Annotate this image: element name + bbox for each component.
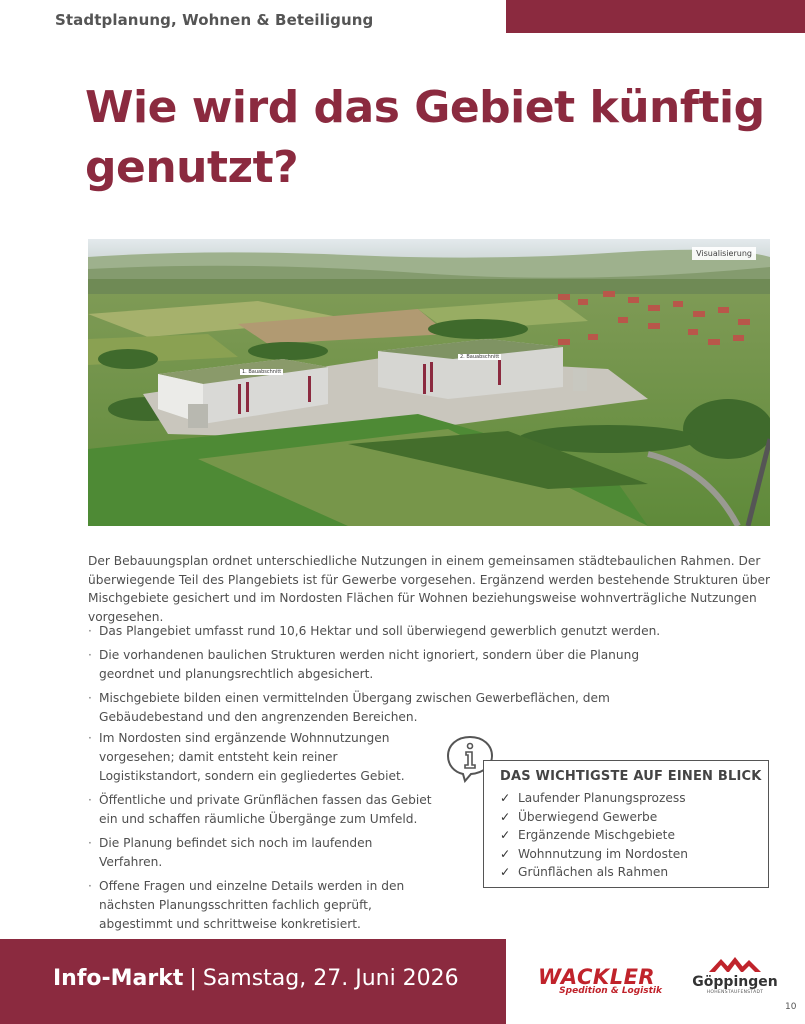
list-item: · Öffentliche und private Grünflächen fassen das Gebiet ein und schaffen räumliche Übergänge zum Umfeld. [88,791,433,829]
check-icon: ✓ [500,865,511,879]
bullet-list-wide [88,622,688,732]
wackler-logo-subtitle: Spedition & Logistik [559,986,662,996]
separator: | [189,966,197,991]
list-item: · Mischgebiete bilden einen vermittelnden Übergang zwischen Gewerbeflächen, dem Gebäudebestand und den angrenzenden Bereichen. [88,689,688,727]
city-logo-subtitle: HOHENSTAUFENSTADT [706,990,764,995]
bullet-list-narrow [88,729,433,939]
landscape-illustration [88,239,770,526]
page-number: 10 [785,1002,797,1012]
check-icon: ✓ [500,809,511,824]
aerial-visualization-image [88,239,770,526]
event-info [53,966,459,991]
check-icon: ✓ [500,791,511,805]
goeppingen-logo [690,956,780,995]
key-facts-list [500,789,688,882]
event-name: Info-Markt [53,966,184,991]
phase2-label: 2. Bauabschnitt [460,354,500,360]
visualization-tag: Visualisierung [692,247,756,260]
list-item: · Das Plangebiet umfasst rund 10,6 Hektar und soll überwiegend gewerblich genutzt werden. [88,622,688,641]
wackler-logo [538,966,668,996]
list-item: ✓ Grünflächen als Rahmen [500,863,688,882]
key-facts-heading: DAS WICHTIGSTE AUF EINEN BLICK [500,769,762,784]
check-icon: ✓ [500,846,511,861]
list-item: ✓ Wohnnutzung im Nordosten [500,845,688,864]
event-date: Samstag, 27. Juni 2026 [202,966,459,991]
section-label: Stadtplanung, Wohnen & Beteiligung [55,11,374,29]
wackler-logo-name: WACKLER [538,965,656,989]
list-item: · Offene Fragen und einzelne Details werden in den nächsten Planungsschritten fachlich geprüft, abgestimmt und schrittweise konkretisiert. [88,877,433,934]
check-icon: ✓ [500,828,511,842]
list-item: · Im Nordosten sind ergänzende Wohnnutzungen vorgesehen; damit entsteht kein reiner Logistikstandort, sondern ein gegliedertes Gebiet. [88,729,433,786]
phase1-label: 1. Bauabschnitt [242,369,282,375]
intro-paragraph: Der Bebauungsplan ordnet unterschiedliche Nutzungen in einem gemeinsamen städtebaulichen Rahmen. Der überwiegende Teil des Plangebiets ist für Gewerbe vorgesehen. Ergänzend werden bestehende Strukturen über Mischgebiete gesichert und im Nordosten Flächen für Wohnen beziehungsweise wohnverträgliche Nutzungen vorgesehen. [88,554,770,624]
city-logo-name: Göppingen [692,974,778,990]
list-item: ✓ Ergänzende Mischgebiete [500,826,688,845]
header-accent-bar [506,0,805,33]
city-roofs-icon [707,956,763,972]
list-item: ✓ Überwiegend Gewerbe [500,808,688,827]
list-item: · Die Planung befindet sich noch im laufenden Verfahren. [88,834,433,872]
list-item: · Die vorhandenen baulichen Strukturen werden nicht ignoriert, sondern über die Planung geordnet und planungsrechtlich abgesichert. [88,646,688,684]
list-item: ✓ Laufender Planungsprozess [500,789,688,808]
page-title: Wie wird das Gebiet künftig genutzt? [85,82,765,193]
key-facts-box [483,760,769,888]
